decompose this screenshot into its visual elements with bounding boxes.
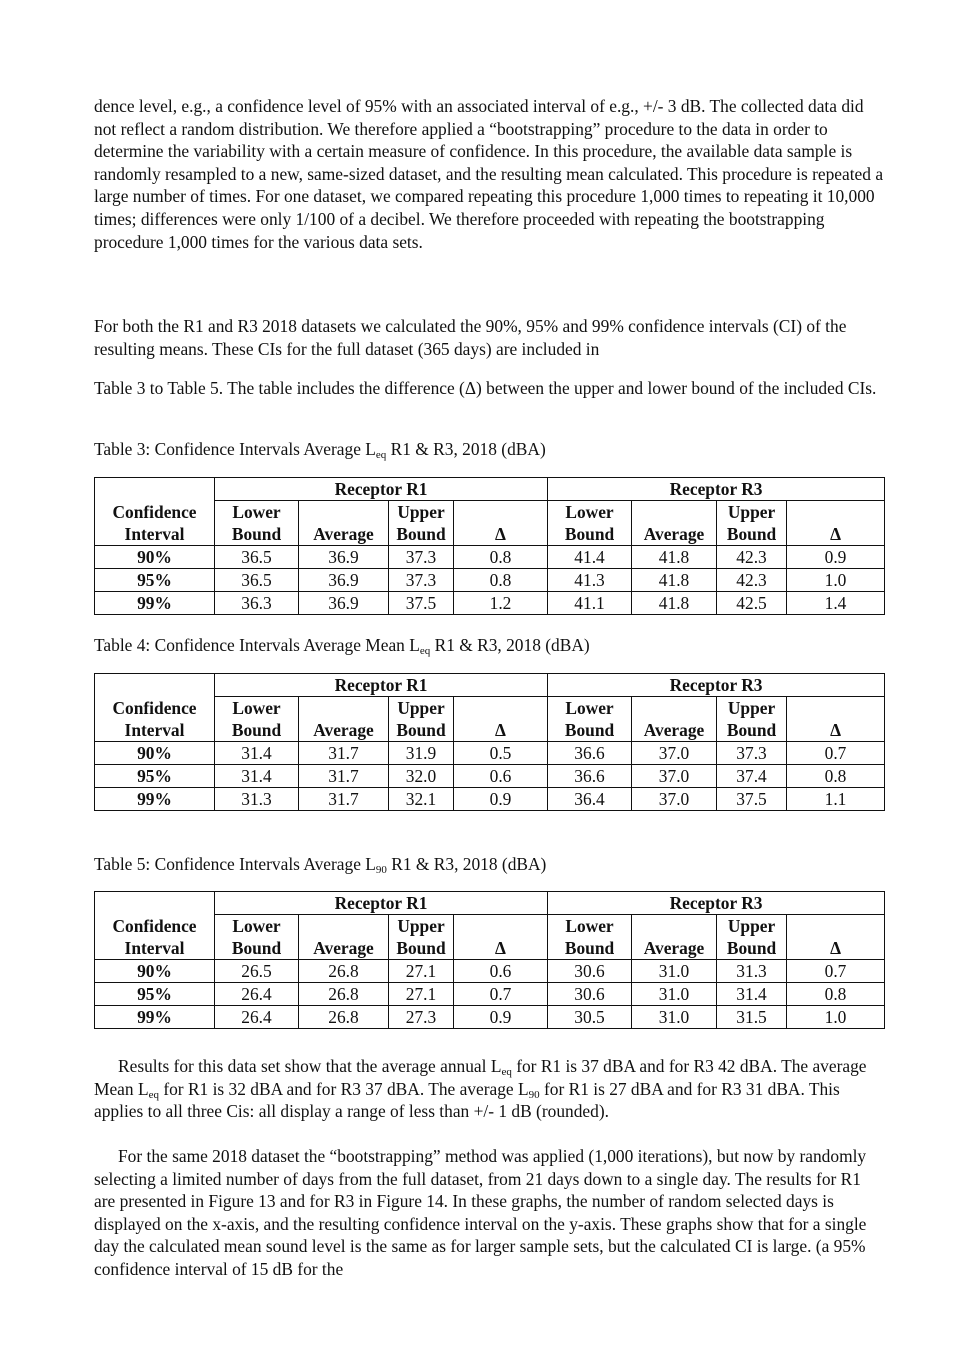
ci-level: 95% (95, 765, 215, 788)
lower-header: Lower (548, 915, 632, 938)
bound-header: Bound (717, 523, 787, 546)
table-cell: 0.6 (454, 765, 548, 788)
table-cell: 0.9 (787, 546, 885, 569)
table-4 (94, 673, 885, 811)
table-cell: 36.5 (215, 569, 299, 592)
receptor-r1-header: Receptor R1 (215, 478, 548, 501)
ci-level: 90% (95, 742, 215, 765)
lower-header: Lower (548, 501, 632, 524)
table-row (95, 1006, 885, 1029)
bound-header: Bound (548, 719, 632, 742)
paragraph-results: Results for this data set show that the average annual $L_{eq}$ for R1 is 37 dBA and for R3 42 dBA. The average Mean $L_{eq}$ for R1 is 32 dBA and for R3 37 dBA. The average $L_{90}$ for R1 is 27 dBA and for R3 31 dBA. This applies to all three Cis: all display a range of less than +/- 1 dB (rounded). (94, 1056, 867, 1122)
table-row (95, 546, 885, 569)
upper-header: Upper (717, 697, 787, 720)
paragraph-sample-size: For the same 2018 dataset the “bootstrapping” method was applied (1,000 iterations), but now by randomly selecting a limited number of days from the full dataset, from 21 days down to a single day. The results for R1 are presented in Figure 13 and for R3 in Figure 14. In these graphs, the number of random selected days is displayed on the x-axis, and the resulting confidence interval on the y-axis. These graphs show that for a single day the calculated mean sound level is the same as for larger sample sets, but the calculated CI is large. (a 95% confidence interval of 15 dB for the (94, 1146, 867, 1279)
table-cell: 36.3 (215, 592, 299, 615)
table-cell: 36.5 (215, 546, 299, 569)
table-3 (94, 477, 885, 615)
table-cell: 32.0 (389, 765, 454, 788)
table-cell: 0.7 (787, 960, 885, 983)
upper-header: Upper (717, 915, 787, 938)
upper-header: Upper (717, 501, 787, 524)
table-cell: 1.4 (787, 592, 885, 615)
table-cell: 31.9 (389, 742, 454, 765)
receptor-r3-header: Receptor R3 (548, 892, 885, 915)
receptor-r1-header: Receptor R1 (215, 674, 548, 697)
ci-level: 95% (95, 569, 215, 592)
table-cell: 41.8 (632, 592, 717, 615)
table-cell: 41.4 (548, 546, 632, 569)
table-cell: 41.8 (632, 569, 717, 592)
table-row (95, 569, 885, 592)
average-header: Average (632, 937, 717, 960)
upper-header: Upper (389, 697, 454, 720)
table-cell: 0.7 (787, 742, 885, 765)
table-cell: 31.5 (717, 1006, 787, 1029)
table-cell: 36.9 (299, 546, 389, 569)
table-cell: 30.5 (548, 1006, 632, 1029)
average-header: Average (299, 523, 389, 546)
table-cell: 37.5 (389, 592, 454, 615)
bound-header: Bound (548, 523, 632, 546)
bound-header: Bound (717, 937, 787, 960)
bound-header: Bound (389, 937, 454, 960)
table-cell: 26.5 (215, 960, 299, 983)
ci-level: 90% (95, 960, 215, 983)
paragraph-confidence-intervals: For both the R1 and R3 2018 datasets we calculated the 90%, 95% and 99% confidence intervals (CI) of the resulting means. These CIs for the full dataset (365 days) are included in (94, 316, 847, 359)
table-cell: 42.3 (717, 546, 787, 569)
table-cell: 30.6 (548, 983, 632, 1006)
table-cell: 37.3 (389, 546, 454, 569)
table-row (95, 765, 885, 788)
receptor-r1-header: Receptor R1 (215, 892, 548, 915)
ci-level: 99% (95, 592, 215, 615)
table-cell: 36.9 (299, 592, 389, 615)
upper-header: Upper (389, 501, 454, 524)
table-cell: 26.4 (215, 1006, 299, 1029)
table-cell: 31.7 (299, 788, 389, 811)
table-cell: 31.7 (299, 742, 389, 765)
average-header: Average (632, 523, 717, 546)
interval-header: Interval (95, 523, 215, 546)
table-cell: 26.8 (299, 983, 389, 1006)
table-cell: 41.8 (632, 546, 717, 569)
table-cell: 0.8 (454, 569, 548, 592)
table-row (95, 983, 885, 1006)
table-cell: 37.3 (717, 742, 787, 765)
table-cell: 31.0 (632, 960, 717, 983)
bound-header: Bound (389, 719, 454, 742)
lower-header: Lower (215, 697, 299, 720)
paragraph-table-reference: Table 3 to Table 5. The table includes the difference (Δ) between the upper and lower bound of the included CIs. (94, 378, 877, 398)
average-header: Average (299, 719, 389, 742)
table-row (95, 960, 885, 983)
lower-header: Lower (215, 501, 299, 524)
bound-header: Bound (389, 523, 454, 546)
table-cell: 36.6 (548, 765, 632, 788)
table-5 (94, 891, 885, 1029)
table-cell: 0.6 (454, 960, 548, 983)
confidence-header: Confidence (95, 697, 215, 720)
table-cell: 0.7 (454, 983, 548, 1006)
table-cell: 1.0 (787, 569, 885, 592)
table-cell: 31.0 (632, 1006, 717, 1029)
table-3-caption: Table 3: Confidence Intervals Average $L_{eq}$ R1 & R3, 2018 (dBA) (94, 439, 546, 461)
table-cell: 37.3 (389, 569, 454, 592)
table-4-caption: Table 4: Confidence Intervals Average Mean $L_{eq}$ R1 & R3, 2018 (dBA) (94, 635, 590, 657)
interval-header: Interval (95, 719, 215, 742)
table-cell: 27.1 (389, 960, 454, 983)
table-cell: 31.3 (717, 960, 787, 983)
delta-header: Δ (787, 937, 885, 960)
bound-header: Bound (548, 937, 632, 960)
table-cell: 31.4 (215, 742, 299, 765)
average-header: Average (299, 937, 389, 960)
delta-header: Δ (787, 523, 885, 546)
lower-header: Lower (548, 697, 632, 720)
table-cell: 37.0 (632, 788, 717, 811)
table-5-caption: Table 5: Confidence Intervals Average $L_{90}$ R1 & R3, 2018 (dBA) (94, 854, 547, 876)
receptor-r3-header: Receptor R3 (548, 674, 885, 697)
table-cell: 42.5 (717, 592, 787, 615)
table-cell: 37.0 (632, 765, 717, 788)
table-cell: 27.3 (389, 1006, 454, 1029)
confidence-header: Confidence (95, 501, 215, 524)
ci-level: 99% (95, 788, 215, 811)
table-cell: 31.4 (215, 765, 299, 788)
table-cell: 0.8 (454, 546, 548, 569)
upper-header: Upper (389, 915, 454, 938)
paragraph-bootstrapping: dence level, e.g., a confidence level of 95% with an associated interval of e.g., +/- 3 dB. The collected data did not reflect a random distribution. We therefore applied a “bootstrapping” procedure to the data in order to determine the variability with a certain measure of confidence. In this procedure, the available data sample is randomly resampled to a new, same-sized dataset, and the resulting mean calculated. This procedure is repeated a large number of times. For one dataset, we compared repeating this procedure 1,000 times to repeating it 10,000 times; differences were only 1/100 of a decibel. We therefore proceeded with repeating the bootstrapping procedure 1,000 times for the various data sets. (94, 96, 884, 252)
table-cell: 41.1 (548, 592, 632, 615)
table-cell: 41.3 (548, 569, 632, 592)
bound-header: Bound (215, 719, 299, 742)
table-cell: 26.8 (299, 1006, 389, 1029)
table-cell: 36.4 (548, 788, 632, 811)
ci-level: 99% (95, 1006, 215, 1029)
bound-header: Bound (215, 937, 299, 960)
bound-header: Bound (717, 719, 787, 742)
table-cell: 31.4 (717, 983, 787, 1006)
delta-header: Δ (454, 523, 548, 546)
table-row (95, 788, 885, 811)
table-cell: 1.1 (787, 788, 885, 811)
table-cell: 42.3 (717, 569, 787, 592)
table-row (95, 592, 885, 615)
table-cell: 37.5 (717, 788, 787, 811)
average-header: Average (632, 719, 717, 742)
table-cell: 27.1 (389, 983, 454, 1006)
table-cell: 31.3 (215, 788, 299, 811)
table-cell: 0.5 (454, 742, 548, 765)
lower-header: Lower (215, 915, 299, 938)
table-cell: 0.9 (454, 1006, 548, 1029)
delta-header: Δ (787, 719, 885, 742)
table-cell: 0.8 (787, 983, 885, 1006)
table-cell: 1.0 (787, 1006, 885, 1029)
table-cell: 36.9 (299, 569, 389, 592)
table-cell: 37.4 (717, 765, 787, 788)
table-row (95, 742, 885, 765)
table-cell: 31.0 (632, 983, 717, 1006)
table-cell: 0.9 (454, 788, 548, 811)
table-cell: 31.7 (299, 765, 389, 788)
table-cell: 32.1 (389, 788, 454, 811)
ci-level: 95% (95, 983, 215, 1006)
table-cell: 1.2 (454, 592, 548, 615)
table-cell: 30.6 (548, 960, 632, 983)
table-cell: 26.4 (215, 983, 299, 1006)
table-cell: 0.8 (787, 765, 885, 788)
ci-level: 90% (95, 546, 215, 569)
interval-header: Interval (95, 937, 215, 960)
bound-header: Bound (215, 523, 299, 546)
delta-header: Δ (454, 937, 548, 960)
confidence-header: Confidence (95, 915, 215, 938)
receptor-r3-header: Receptor R3 (548, 478, 885, 501)
table-cell: 26.8 (299, 960, 389, 983)
table-cell: 36.6 (548, 742, 632, 765)
delta-header: Δ (454, 719, 548, 742)
table-cell: 37.0 (632, 742, 717, 765)
